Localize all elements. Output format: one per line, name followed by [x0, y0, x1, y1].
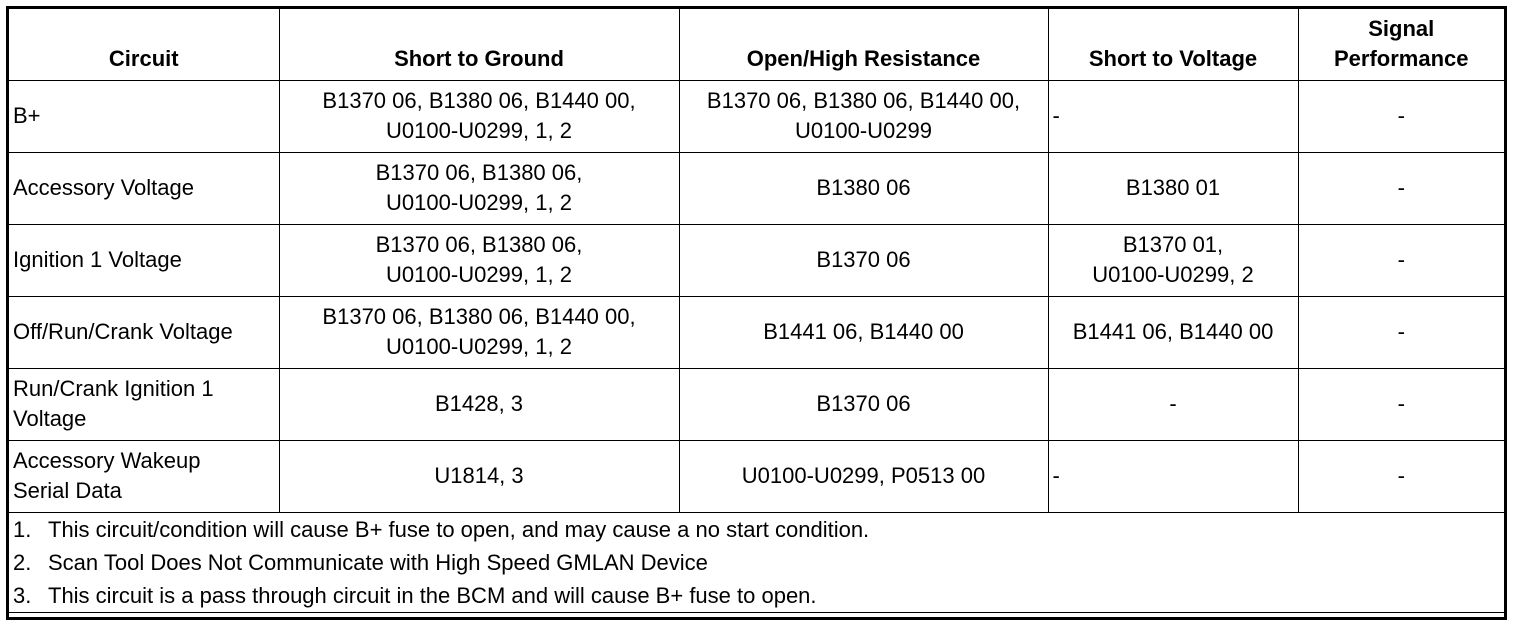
cell-text-line: -: [1052, 103, 1060, 128]
cell-short-to-voltage: [1048, 296, 1298, 368]
cell-open-high-resistance: [679, 296, 1048, 368]
cell-open-high-resistance: [679, 152, 1048, 224]
cell-signal-performance: [1298, 152, 1504, 224]
cell-signal-performance: [1298, 80, 1504, 152]
cell-circuit: [9, 296, 279, 368]
cell-signal-performance: [1298, 296, 1504, 368]
cell-text-line: U0100-U0299, 2: [1092, 262, 1254, 287]
table-row: [9, 152, 1504, 224]
note-text: This circuit is a pass through circuit in the BCM and will cause B+ fuse to open.: [48, 582, 817, 608]
header-signal-performance: [1298, 9, 1504, 80]
cell-text-line: Ignition 1 Voltage: [13, 247, 182, 272]
cell-short-to-voltage: [1048, 368, 1298, 440]
cell-text-line: -: [1397, 175, 1405, 200]
cell-text-line: Run/Crank Ignition 1: [13, 376, 214, 401]
cell-signal-performance: [1298, 368, 1504, 440]
cell-short-to-voltage: [1048, 80, 1298, 152]
note-text: This circuit/condition will cause B+ fuse to open, and may cause a no start condition.: [48, 516, 870, 542]
table-row: [9, 368, 1504, 440]
header-short-to-ground: Short to Ground: [279, 9, 679, 80]
cell-short-to-ground: [279, 440, 679, 512]
header-row: [9, 9, 1504, 80]
cell-open-high-resistance: [679, 368, 1048, 440]
header-signal-performance-line1: Signal: [1368, 15, 1435, 41]
note-number: 3.: [13, 582, 32, 608]
cell-text-line: B1370 01,: [1122, 232, 1224, 257]
cell-text-line: B1370 06, B1380 06, B1440 00,: [322, 304, 636, 329]
cell-text-line: -: [1397, 103, 1405, 128]
cell-short-to-ground: [279, 80, 679, 152]
cell-circuit: [9, 80, 279, 152]
cell-short-to-ground: [279, 224, 679, 296]
cell-text-line: B1370 06: [816, 391, 911, 416]
cell-short-to-voltage: [1048, 440, 1298, 512]
cell-circuit: [9, 152, 279, 224]
table-body: [9, 80, 1504, 612]
cell-text-line: B1441 06, B1440 00: [763, 319, 964, 344]
cell-short-to-ground: [279, 368, 679, 440]
cell-text-line: -: [1397, 247, 1405, 272]
cell-text-line: Voltage: [13, 406, 87, 431]
cell-text-line: B1380 01: [1125, 175, 1221, 200]
cell-signal-performance: [1298, 224, 1504, 296]
cell-short-to-voltage: [1048, 152, 1298, 224]
table-row: [9, 224, 1504, 296]
cell-text-line: U0100-U0299, 1, 2: [386, 190, 572, 215]
cell-text-line: U0100-U0299: [795, 118, 932, 143]
cell-text-line: -: [1169, 391, 1177, 416]
cell-short-to-voltage: [1048, 224, 1298, 296]
note-item: [13, 546, 1500, 579]
header-circuit: Circuit: [9, 9, 279, 80]
cell-short-to-ground: [279, 296, 679, 368]
cell-text-line: B1370 06, B1380 06, B1440 00,: [322, 88, 636, 113]
cell-text-line: -: [1397, 463, 1405, 488]
cell-text-line: Off/Run/Crank Voltage: [13, 319, 233, 344]
diagnostic-table-frame: [6, 6, 1507, 620]
cell-circuit: [9, 440, 279, 512]
cell-text-line: U1814, 3: [434, 463, 524, 488]
cell-text-line: -: [1052, 463, 1060, 488]
cell-text-line: -: [1397, 319, 1405, 344]
cell-text-line: U0100-U0299, 1, 2: [386, 334, 572, 359]
cell-text-line: B+: [13, 103, 41, 128]
cell-circuit: [9, 368, 279, 440]
header-signal-performance-line2: Performance: [1333, 45, 1469, 71]
note-number: 2.: [13, 549, 32, 575]
cell-open-high-resistance: [679, 440, 1048, 512]
cell-text-line: B1370 06, B1380 06,: [375, 232, 583, 257]
cell-open-high-resistance: [679, 80, 1048, 152]
cell-text-line: Accessory Wakeup: [13, 448, 201, 473]
note-text: Scan Tool Does Not Communicate with High Speed GMLAN Device: [48, 549, 708, 575]
cell-text-line: U0100-U0299, 1, 2: [386, 262, 572, 287]
cell-open-high-resistance: [679, 224, 1048, 296]
notes-row: [9, 512, 1504, 612]
cell-text-line: B1441 06, B1440 00: [1072, 319, 1274, 344]
cell-signal-performance: [1298, 440, 1504, 512]
circuit-fault-table: [9, 9, 1504, 613]
cell-text-line: B1370 06: [816, 247, 911, 272]
notes-cell: [9, 512, 1504, 612]
cell-text-line: B1428, 3: [434, 391, 524, 416]
note-item: [13, 579, 1500, 612]
cell-text-line: U0100-U0299, 1, 2: [386, 118, 572, 143]
header-open-high-resistance: Open/High Resistance: [679, 9, 1048, 80]
table-row: [9, 440, 1504, 512]
header-short-to-voltage: Short to Voltage: [1048, 9, 1298, 80]
cell-circuit: [9, 224, 279, 296]
cell-text-line: Accessory Voltage: [13, 175, 194, 200]
cell-text-line: Serial Data: [13, 478, 122, 503]
cell-short-to-ground: [279, 152, 679, 224]
cell-text-line: B1370 06, B1380 06,: [375, 160, 583, 185]
cell-text-line: -: [1397, 391, 1405, 416]
table-row: [9, 80, 1504, 152]
note-item: [13, 513, 1500, 546]
cell-text-line: B1370 06, B1380 06, B1440 00,: [706, 88, 1021, 113]
cell-text-line: U0100-U0299, P0513 00: [741, 463, 986, 488]
note-number: 1.: [13, 516, 32, 542]
cell-text-line: B1380 06: [816, 175, 911, 200]
table-row: [9, 296, 1504, 368]
